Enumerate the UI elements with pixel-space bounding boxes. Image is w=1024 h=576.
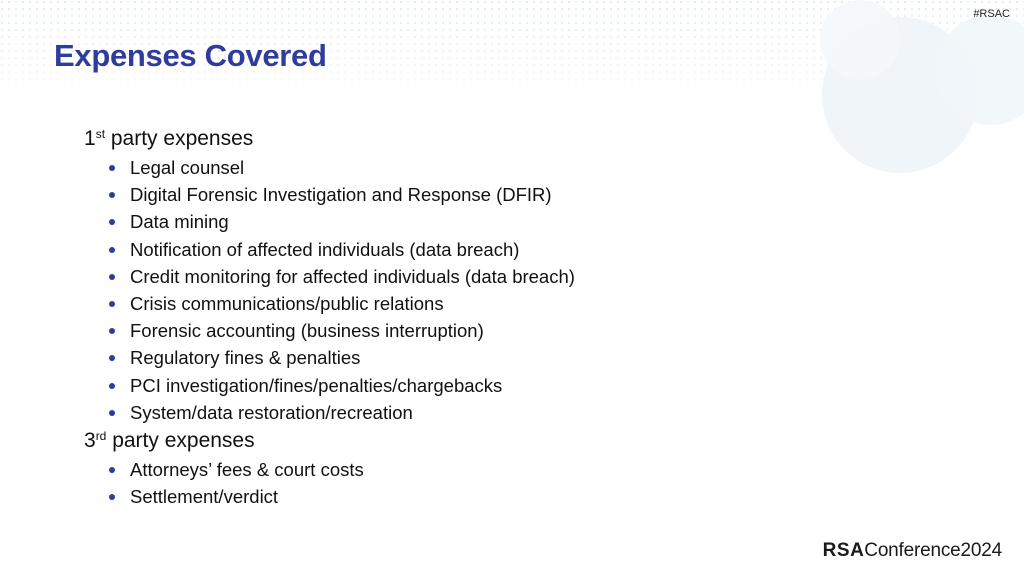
- section-heading: [84, 124, 575, 154]
- bullet-icon: [109, 219, 115, 225]
- section-third-party: [84, 426, 575, 510]
- bullet-icon: [109, 192, 115, 198]
- ordinal-suffix: st: [95, 127, 106, 141]
- bullet-icon: [109, 247, 115, 253]
- bullet-icon: [109, 301, 115, 307]
- list-item-text: Credit monitoring for affected individuals (data breach): [130, 265, 575, 287]
- section-number: 3: [84, 428, 96, 452]
- bullet-icon: [109, 467, 115, 473]
- bullet-icon: [109, 410, 115, 416]
- section-label: party expenses: [105, 127, 254, 150]
- logo-year: 2024: [960, 540, 1002, 561]
- list-item: [107, 399, 575, 426]
- list-item: [107, 181, 575, 208]
- list-item: [107, 317, 575, 344]
- list-item-text: Legal counsel: [130, 157, 245, 178]
- list-item-text: Notification of affected individuals (data breach): [130, 238, 520, 260]
- list-item-text: Regulatory fines & penalties: [130, 347, 361, 369]
- list-item-text: Digital Forensic Investigation and Response (DFIR): [130, 184, 552, 206]
- section-heading: [84, 426, 575, 456]
- list-item: [107, 372, 575, 399]
- list-item-text: Data mining: [130, 211, 229, 233]
- list-item: [107, 483, 575, 510]
- bullet-list: [84, 154, 575, 426]
- bullet-icon: [109, 328, 115, 334]
- list-item-text: Forensic accounting (business interruption): [130, 320, 484, 342]
- list-item: [107, 456, 575, 483]
- logo-rsa: RSA: [822, 540, 865, 561]
- list-item: [107, 290, 575, 317]
- bullet-icon: [109, 274, 115, 280]
- list-item: [107, 263, 575, 290]
- list-item-text: Crisis communications/public relations: [130, 292, 444, 314]
- list-item-text: PCI investigation/fines/penalties/chargebacks: [130, 374, 503, 396]
- list-item: [107, 208, 575, 235]
- rsa-conference-logo: [823, 540, 1002, 562]
- hashtag-label: #RSAC: [973, 8, 1010, 20]
- list-item-text: System/data restoration/recreation: [130, 401, 413, 423]
- list-item: [107, 236, 575, 263]
- slide-content: [84, 124, 575, 510]
- section-first-party: [84, 124, 575, 426]
- list-item: [107, 344, 575, 371]
- ordinal-suffix: rd: [95, 428, 107, 443]
- section-label: party expenses: [106, 428, 255, 452]
- bullet-list: [84, 456, 575, 510]
- list-item-text: Attorneys’ fees & court costs: [130, 458, 364, 480]
- bullet-icon: [109, 355, 115, 361]
- list-item: [107, 154, 575, 181]
- section-number: 1: [84, 127, 96, 150]
- list-item-text: Settlement/verdict: [130, 486, 279, 508]
- bullet-icon: [109, 165, 115, 171]
- logo-conference: Conference: [864, 540, 961, 561]
- bullet-icon: [109, 383, 115, 389]
- bullet-icon: [109, 494, 115, 500]
- slide-title: Expenses Covered: [54, 38, 327, 73]
